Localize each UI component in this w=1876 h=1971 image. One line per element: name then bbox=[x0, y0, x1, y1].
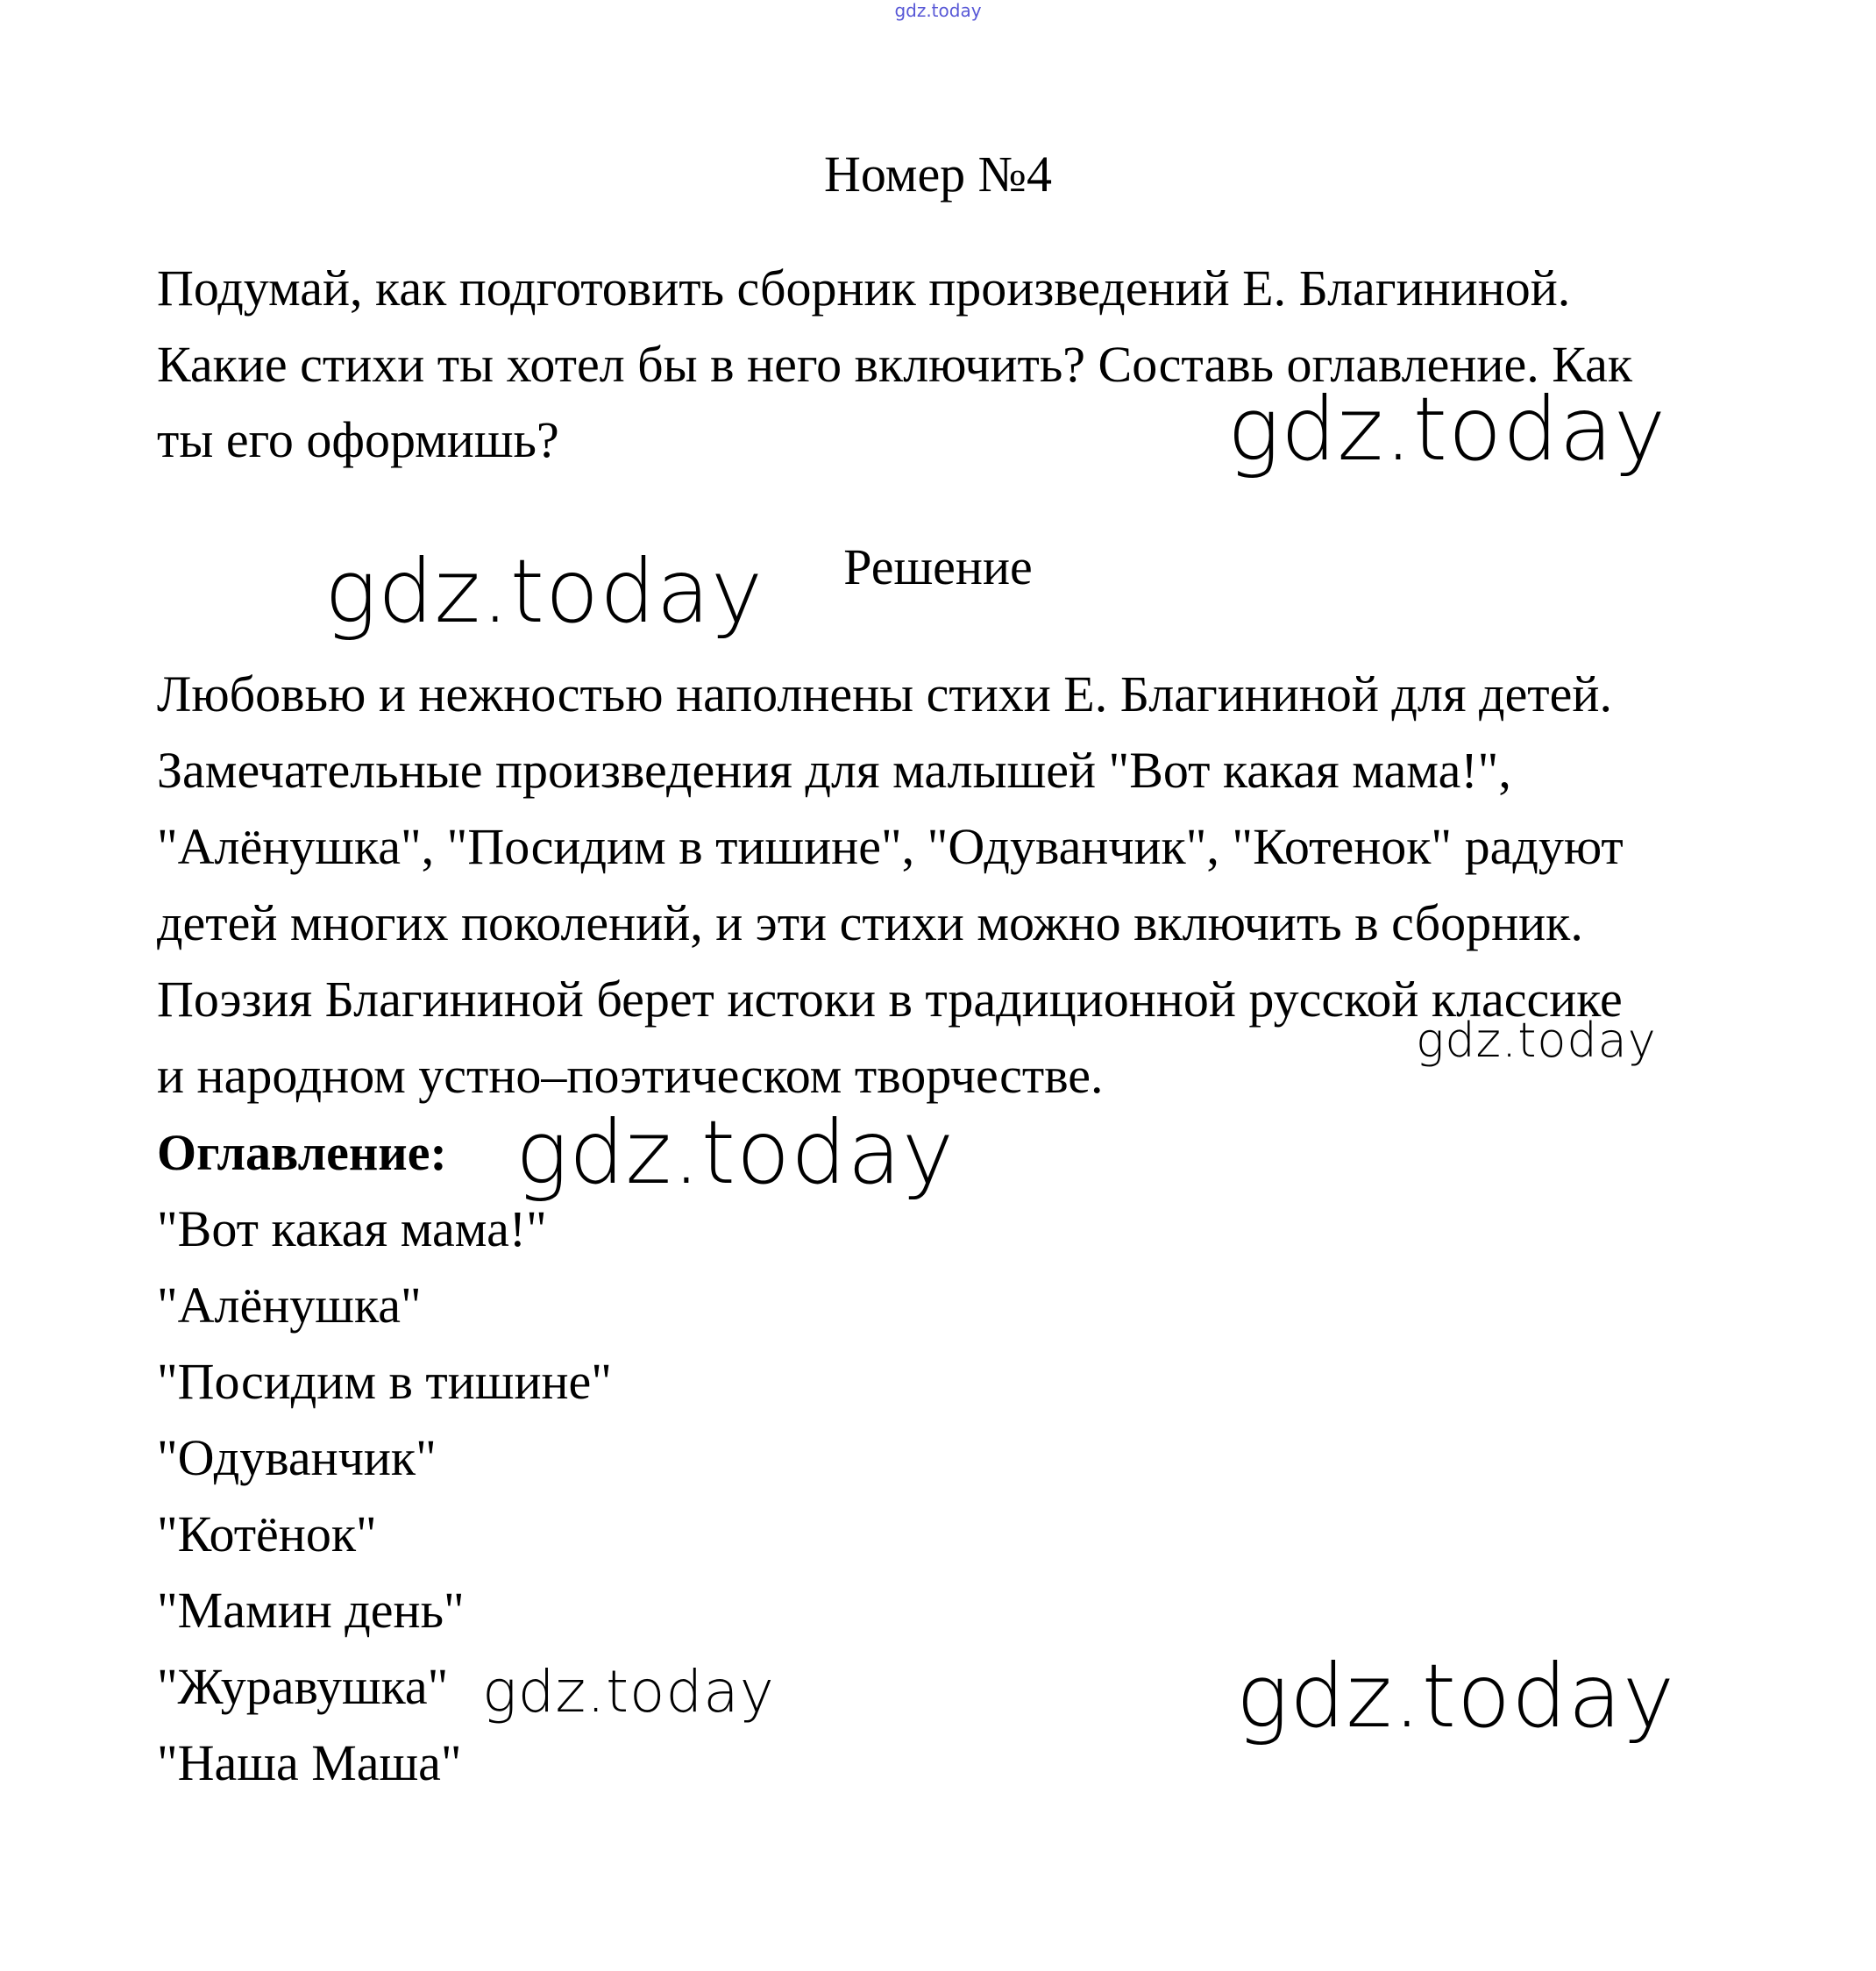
watermark: gdz.today bbox=[515, 1101, 956, 1204]
question-line: Какие стихи ты хотел бы в него включить? Составь оглавление. Как bbox=[157, 336, 1633, 393]
watermark: gdz.today bbox=[482, 1658, 775, 1726]
question-line: ты его оформишь? bbox=[157, 411, 559, 468]
question-line: Подумай, как подготовить сборник произведений Е. Благининой. bbox=[157, 260, 1571, 317]
solution-line: "Алёнушка", "Посидим в тишине", "Одуванчик", "Котенок" радуют bbox=[157, 818, 1624, 875]
solution-line: и народном устно–поэтическом творчестве. bbox=[157, 1047, 1104, 1104]
contents-item: "Наша Маша" bbox=[157, 1734, 462, 1791]
page-title: Номер №4 bbox=[823, 146, 1053, 203]
contents-heading: Оглавление: bbox=[157, 1124, 447, 1181]
contents-item: "Мамин день" bbox=[157, 1582, 465, 1639]
contents-item: "Алёнушка" bbox=[157, 1277, 422, 1334]
contents-item: "Посидим в тишине" bbox=[157, 1353, 612, 1410]
watermark: gdz.today bbox=[324, 540, 764, 643]
contents-item: "Одуванчик" bbox=[157, 1429, 437, 1486]
header-watermark: gdz.today bbox=[894, 0, 982, 21]
contents-item: "Котёнок" bbox=[157, 1505, 377, 1562]
watermark: gdz.today bbox=[1227, 378, 1667, 480]
solution-line: Замечательные произведения для малышей "Вот какая мама!", bbox=[157, 742, 1511, 799]
solution-line: Любовью и нежностью наполнены стихи Е. Благининой для детей. bbox=[157, 665, 1612, 722]
solution-line: детей многих поколений, и эти стихи можно включить в сборник. bbox=[157, 894, 1583, 951]
watermark: gdz.today bbox=[1416, 1013, 1657, 1068]
contents-item: "Вот какая мама!" bbox=[157, 1200, 547, 1257]
solution-heading: Решение bbox=[843, 538, 1033, 595]
contents-item: "Журавушка" bbox=[157, 1658, 449, 1715]
solution-line: Поэзия Благининой берет истоки в традиционной русской классике bbox=[157, 971, 1623, 1028]
watermark: gdz.today bbox=[1236, 1645, 1676, 1747]
